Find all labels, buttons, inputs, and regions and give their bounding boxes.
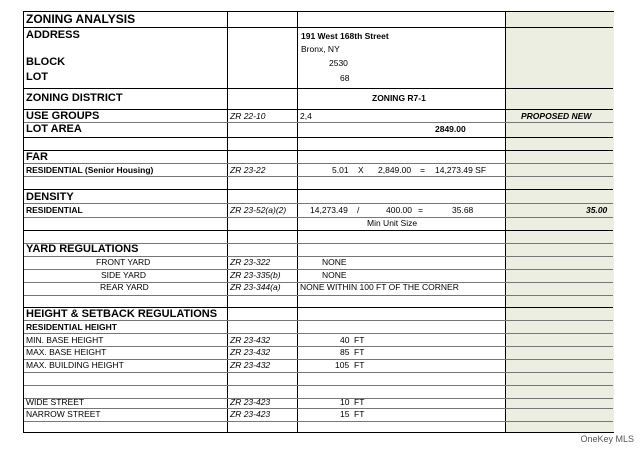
far-v2: 2,849.00 <box>378 165 412 175</box>
max-building-height-unit: FT <box>354 360 365 370</box>
residential-height-label: RESIDENTIAL HEIGHT <box>26 322 117 332</box>
row-divider <box>24 320 613 321</box>
column-divider <box>297 12 298 432</box>
side-yard-value: NONE <box>322 270 347 280</box>
narrow-street-label: NARROW STREET <box>26 409 101 419</box>
rear-yard-label: REAR YARD <box>100 282 149 292</box>
row-divider <box>24 333 613 334</box>
far-ref: ZR 23-22 <box>230 165 266 175</box>
density-proposed: 35.00 <box>586 205 608 215</box>
row-divider <box>24 88 613 89</box>
row-divider <box>24 137 613 138</box>
address-line1: 191 West 168th Street <box>301 31 389 41</box>
front-yard-label: FRONT YARD <box>96 257 151 267</box>
narrow-street-unit: FT <box>354 409 365 419</box>
row-divider <box>24 372 613 373</box>
wide-street-ref: ZR 23-423 <box>230 397 271 407</box>
density-ref: ZR 23-52(a)(2) <box>230 205 287 215</box>
front-yard-ref: ZR 23-322 <box>230 257 271 267</box>
wide-street-value: 10 <box>340 397 350 407</box>
max-building-height-ref: ZR 23-432 <box>230 360 271 370</box>
block-value: 2530 <box>329 58 348 68</box>
far-op1: X <box>358 165 364 175</box>
row-divider <box>24 346 613 347</box>
min-base-height-label: MIN. BASE HEIGHT <box>26 335 104 345</box>
row-divider <box>24 203 613 204</box>
zoning-district-value: ZONING R7-1 <box>372 93 426 103</box>
row-divider <box>24 217 613 218</box>
density-result: 35.68 <box>452 205 474 215</box>
far-label: FAR <box>26 151 48 163</box>
row-divider <box>24 176 613 177</box>
far-op2: = <box>420 165 425 175</box>
density-v1: 14,273.49 <box>310 205 348 215</box>
rear-yard-value: NONE WITHIN 100 FT OF THE CORNER <box>300 282 459 292</box>
density-op1: / <box>357 205 360 215</box>
column-divider <box>227 12 228 432</box>
zoning-analysis-table <box>23 11 614 433</box>
rear-yard-ref: ZR 23-344(a) <box>230 282 281 292</box>
column-divider <box>505 12 506 432</box>
lot-label: LOT <box>26 71 48 83</box>
max-building-height-value: 105 <box>335 360 350 370</box>
row-divider <box>24 122 613 123</box>
height-setback-label: HEIGHT & SETBACK REGULATIONS <box>26 308 218 320</box>
min-base-height-unit: FT <box>354 335 365 345</box>
lot-value: 68 <box>340 73 350 83</box>
table-title: ZONING ANALYSIS <box>26 12 136 26</box>
max-base-height-value: 85 <box>340 347 350 357</box>
use-groups-value: 2,4 <box>300 111 312 121</box>
max-building-height-label: MAX. BUILDING HEIGHT <box>26 360 124 370</box>
wide-street-unit: FT <box>354 397 365 407</box>
min-base-height-ref: ZR 23-432 <box>230 335 271 345</box>
lot-area-label: LOT AREA <box>26 123 82 135</box>
block-label: BLOCK <box>26 56 66 68</box>
address-label: ADDRESS <box>26 29 80 41</box>
row-divider <box>24 27 613 28</box>
row-divider <box>24 189 613 190</box>
row-divider <box>24 398 613 399</box>
far-result: 14,273.49 SF <box>435 165 487 175</box>
row-divider <box>24 295 613 296</box>
density-residential-label: RESIDENTIAL <box>26 205 83 215</box>
min-unit-size-label: Min Unit Size <box>367 218 418 228</box>
density-label: DENSITY <box>26 191 74 203</box>
density-op2: = <box>418 205 423 215</box>
max-base-height-unit: FT <box>354 347 365 357</box>
proposed-column-shading <box>505 12 614 432</box>
onekey-mls-watermark: OneKey MLS <box>580 434 634 444</box>
max-base-height-ref: ZR 23-432 <box>230 347 271 357</box>
use-groups-label: USE GROUPS <box>26 110 100 122</box>
lot-area-value: 2849.00 <box>435 124 466 134</box>
row-divider <box>24 408 613 409</box>
side-yard-ref: ZR 23-335(b) <box>230 270 281 280</box>
narrow-street-value: 15 <box>340 409 350 419</box>
density-v2: 400.00 <box>386 205 412 215</box>
yard-regulations-label: YARD REGULATIONS <box>26 243 139 255</box>
row-divider <box>24 421 613 422</box>
far-v1: 5.01 <box>332 165 349 175</box>
narrow-street-ref: ZR 23-423 <box>230 409 271 419</box>
max-base-height-label: MAX. BASE HEIGHT <box>26 347 107 357</box>
row-divider <box>24 385 613 386</box>
address-line2: Bronx, NY <box>301 44 340 54</box>
min-base-height-value: 40 <box>340 335 350 345</box>
row-divider <box>24 109 613 110</box>
side-yard-label: SIDE YARD <box>101 270 147 280</box>
proposed-new-note: PROPOSED NEW <box>521 111 592 121</box>
wide-street-label: WIDE STREET <box>26 397 85 407</box>
front-yard-value: NONE <box>322 257 347 267</box>
far-residential-label: RESIDENTIAL (Senior Housing) <box>26 165 154 175</box>
use-groups-ref: ZR 22-10 <box>230 111 266 121</box>
row-divider <box>24 150 613 151</box>
row-divider <box>24 163 613 164</box>
zoning-district-label: ZONING DISTRICT <box>26 92 123 104</box>
row-divider <box>24 230 613 231</box>
